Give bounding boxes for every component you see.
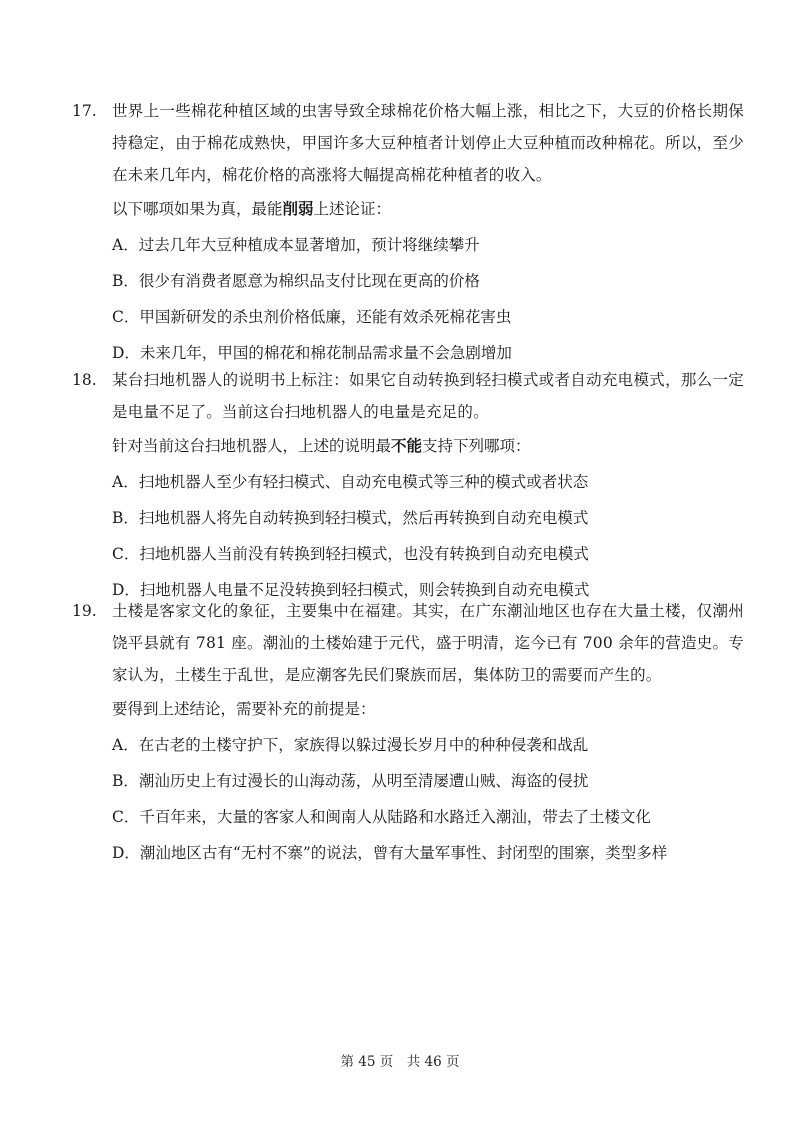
option-d: D．未来几年，甲国的棉花和棉花制品需求量不会急剧增加 [112,344,512,362]
option-d: D．潮汕地区古有“无村不寨”的说法，曾有大量军事性、封闭型的围寨，类型多样 [112,844,668,862]
option-a: A．在古老的土楼守护下，家族得以躲过漫长岁月中的种种侵袭和战乱 [112,736,589,754]
question-prompt: 要得到上述结论，需要补充的前提是： [112,700,376,718]
page-footer: 第 45 页 共 46 页 [340,1054,460,1070]
question-text: 世界上一些棉花种植区域的虫害导致全球棉花价格大幅上涨，相比之下，大豆的价格长期保持稳定，由于棉花成熟快，甲国许多大豆种植者计划停止大豆种植而改种棉花。所以，至少在未来几年内，棉花价格的高涨将大幅提高棉花种植者的收入。 [112,102,744,184]
question-number: 17. [72,102,97,120]
option-b: B．很少有消费者愿意为棉织品支付比现在更高的价格 [112,272,480,290]
question-17 [72,95,744,371]
question-text: 土楼是客家文化的象征，主要集中在福建。其实，在广东潮汕地区也存在大量土楼，仅潮州饶平县就有 781 座。潮汕的土楼始建于元代，盛于明清，迄今已有 700 余年的营造史。专家认为，土楼生于乱世，是应潮客先民们聚族而居，集体防卫的需要而产生的。 [112,602,744,684]
emphasis-text: 削弱 [282,200,314,218]
emphasis-text: 不能 [391,437,423,455]
option-d: D．扫地机器人电量不足没转换到轻扫模式，则会转换到自动充电模式 [112,581,590,599]
question-stem [72,95,744,191]
option-a: A．扫地机器人至少有轻扫模式、自动充电模式等三种的模式或者状态 [112,473,589,491]
question-18 [72,364,744,608]
option-c: C．千百年来，大量的客家人和闽南人从陆路和水路迁入潮汕，带去了土楼文化 [112,808,651,826]
question-stem [72,595,744,691]
question-prompt: 以下哪项如果为真，最能削弱上述论证： [112,200,392,218]
question-stem [72,364,744,428]
question-number: 18. [72,371,97,389]
question-text: 某台扫地机器人的说明书上标注：如果它自动转换到轻扫模式或者自动充电模式，那么一定是电量不足了。当前这台扫地机器人的电量是充足的。 [112,371,744,421]
option-a: A．过去几年大豆种植成本显著增加，预计将继续攀升 [112,236,480,254]
option-b: B．潮汕历史上有过漫长的山海动荡，从明至清屡遭山贼、海盗的侵扰 [112,772,589,790]
question-19 [72,595,744,871]
question-number: 19. [72,602,97,620]
question-prompt: 针对当前这台扫地机器人，上述的说明最不能支持下列哪项： [112,437,531,455]
option-c: C．扫地机器人当前没有转换到轻扫模式，也没有转换到自动充电模式 [112,545,589,563]
option-b: B．扫地机器人将先自动转换到轻扫模式，然后再转换到自动充电模式 [112,509,589,527]
option-c: C．甲国新研发的杀虫剂价格低廉，还能有效杀死棉花害虫 [112,308,512,326]
